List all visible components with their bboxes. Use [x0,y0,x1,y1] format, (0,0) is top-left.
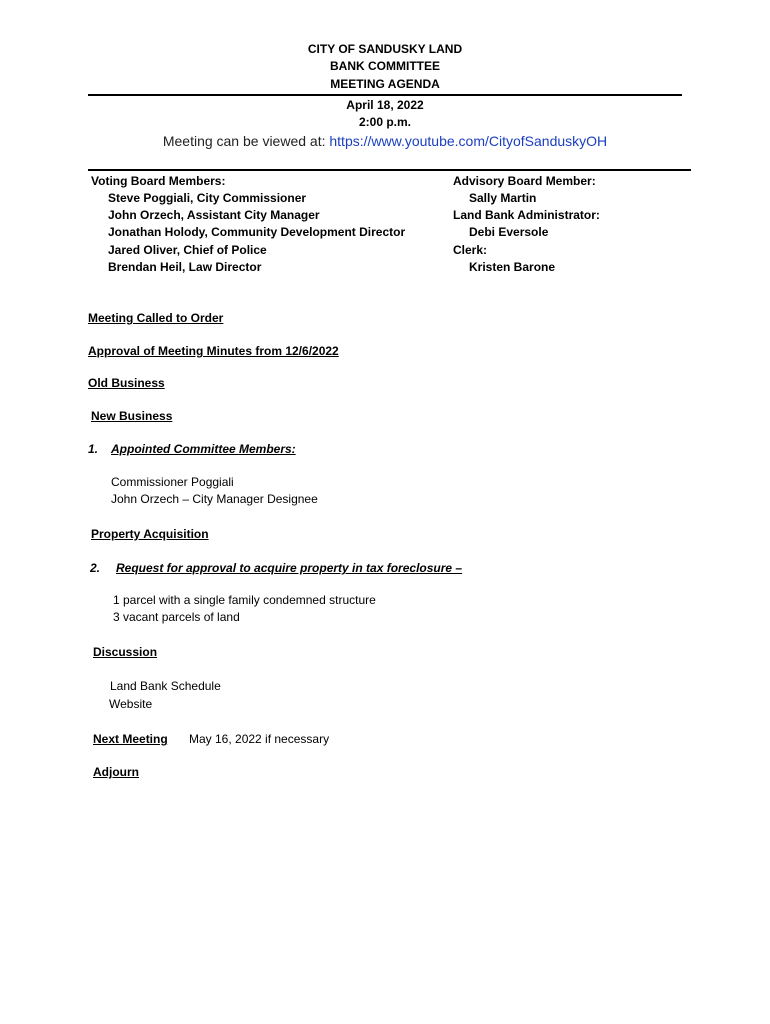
header-line-1: CITY OF SANDUSKY LAND [307,42,463,56]
administrator-heading: Land Bank Administrator: [453,208,600,222]
voting-member: Jonathan Holody, Community Development Director [108,225,406,239]
advisory-member: Sally Martin [469,191,537,205]
adjourn: Adjourn [93,765,139,779]
discussion-line: Land Bank Schedule [110,679,221,693]
old-business: Old Business [88,376,165,390]
discussion-line: Website [109,697,153,711]
viewing-prefix: Meeting can be viewed at: [162,133,330,149]
item-2-line: 3 vacant parcels of land [113,610,240,624]
item-2-title: Request for approval to acquire property in tax foreclosure – [116,561,463,575]
meeting-called-to-order: Meeting Called to Order [88,311,224,325]
clerk-name: Kristen Barone [469,260,556,274]
voting-member: John Orzech, Assistant City Manager [108,208,320,222]
approval-of-minutes: Approval of Meeting Minutes from 12/6/2022 [88,344,339,358]
viewing-line [0,131,770,151]
item-2-line: 1 parcel with a single family condemned structure [113,593,376,607]
youtube-link[interactable]: https://www.youtube.com/CityofSanduskyOH [329,133,608,149]
voting-heading: Voting Board Members: [91,174,226,188]
item-1-number: 1. [88,442,99,456]
item-2-number: 2. [90,561,101,575]
advisory-heading: Advisory Board Member: [453,174,596,188]
meeting-date: April 18, 2022 [346,98,424,112]
voting-member: Brendan Heil, Law Director [108,260,262,274]
clerk-heading: Clerk: [453,243,488,257]
voting-member: Jared Oliver, Chief of Police [108,243,267,257]
new-business: New Business [91,409,173,423]
section-rule [88,169,691,171]
header-line-2: BANK COMMITTEE [330,59,440,73]
item-1-line: Commissioner Poggiali [111,475,234,489]
header-rule [88,94,682,96]
next-meeting-value: May 16, 2022 if necessary [189,732,330,746]
item-1-title: Appointed Committee Members: [111,442,296,456]
discussion-heading: Discussion [93,645,158,659]
item-1-line: John Orzech – City Manager Designee [111,492,318,506]
header-line-3: MEETING AGENDA [330,77,440,91]
property-acquisition: Property Acquisition [91,527,209,541]
meeting-time: 2:00 p.m. [358,115,412,129]
administrator-name: Debi Eversole [469,225,549,239]
next-meeting-label: Next Meeting [93,732,168,746]
voting-member: Steve Poggiali, City Commissioner [108,191,307,205]
